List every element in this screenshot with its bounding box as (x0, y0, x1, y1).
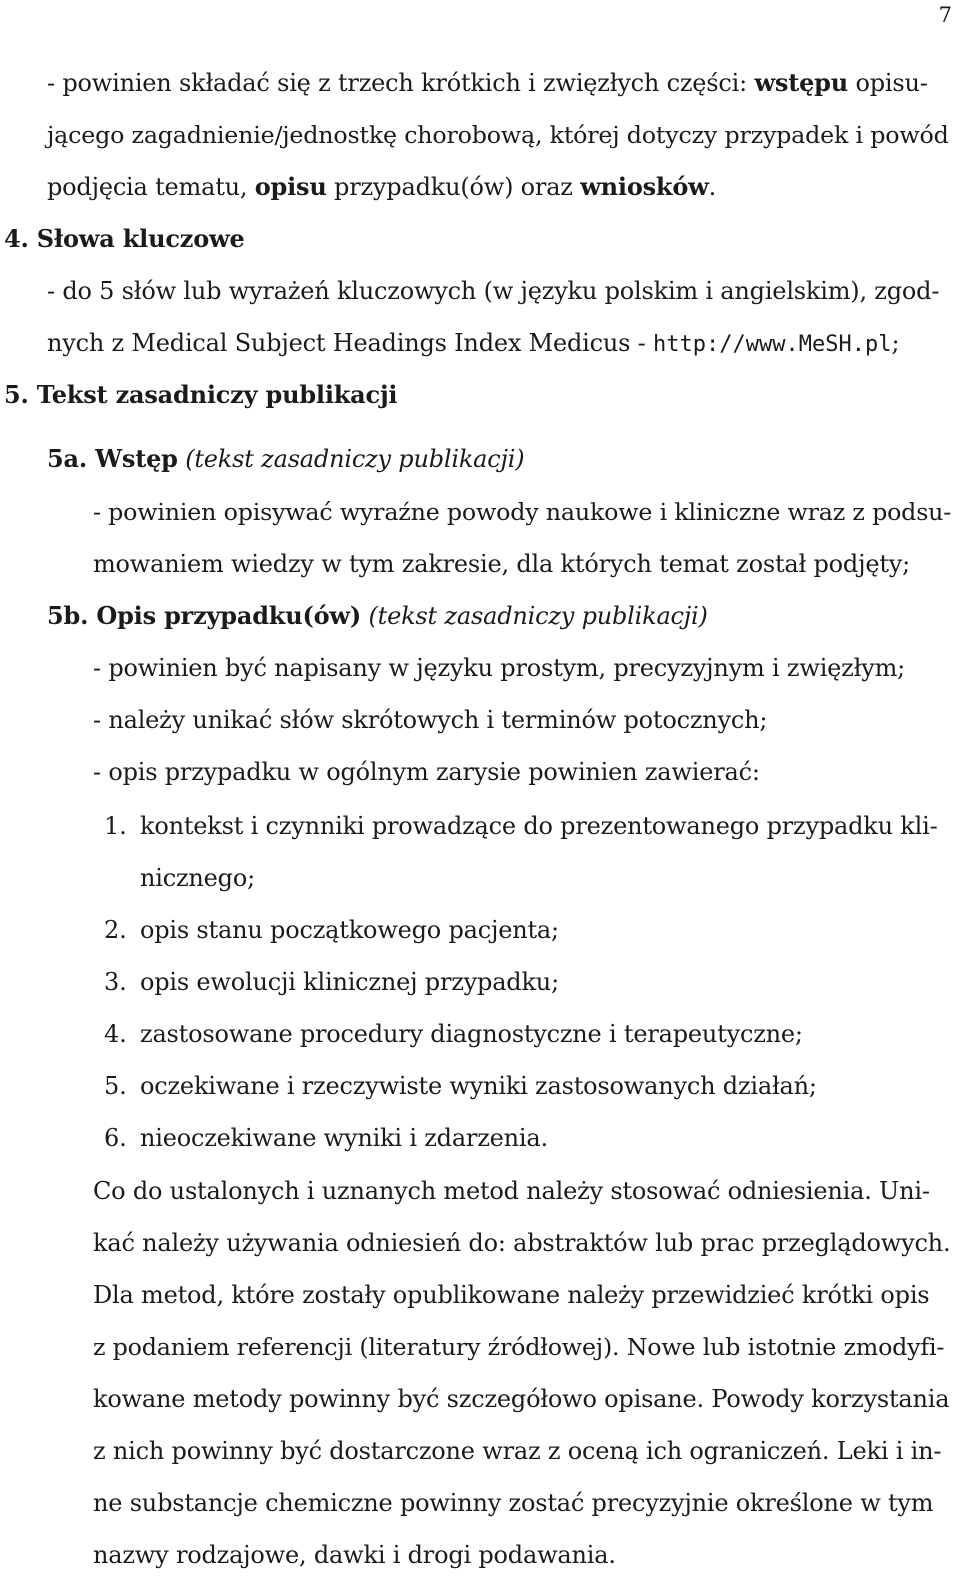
sec5a-line-1: - powinien opisywać wyraźne powody naukowe i kliniczne wraz z podsu- (93, 498, 952, 526)
list-item-num: 3. (104, 968, 127, 996)
intro-line-1 (47, 68, 928, 98)
paragraph-line: nazwy rodzajowe, dawki i drogi podawania. (93, 1541, 616, 1569)
section-4-heading: 4. Słowa kluczowe (4, 224, 245, 253)
list-item-num: 1. (104, 812, 127, 840)
intro-text: przypadku(ów) oraz (326, 173, 581, 201)
list-item: oczekiwane i rzeczywiste wyniki zastosowanych działań; (140, 1072, 817, 1100)
intro-text: - powinien składać się z trzech krótkich i zwięzłych części: (47, 69, 755, 97)
paragraph-line: kowane metody powinny być szczegółowo opisane. Powody korzystania (93, 1385, 950, 1413)
paragraph-line: z nich powinny być dostarczone wraz z oceną ich ograniczeń. Leki i in- (93, 1437, 942, 1465)
sec5b-bullet: - należy unikać słów skrótowych i terminów potocznych; (93, 706, 768, 734)
intro-bold-wnioskow: wniosków (580, 172, 709, 201)
intro-bold-wstepu: wstępu (754, 68, 849, 97)
sec4-text: nych z Medical Subject Headings Index Medicus - (47, 329, 654, 357)
section-5-heading: 5. Tekst zasadniczy publikacji (4, 380, 398, 409)
intro-text: podjęcia tematu, (47, 173, 255, 201)
section-5b-heading-line (47, 601, 708, 631)
list-item-num: 5. (104, 1072, 127, 1100)
sec5b-bullet: - powinien być napisany w języku prostym, precyzyjnym i zwięzłym; (93, 654, 906, 682)
sec5a-line-2: mowaniem wiedzy w tym zakresie, dla których temat został podjęty; (93, 550, 911, 578)
list-item-num: 6. (104, 1124, 127, 1152)
intro-text: . (708, 173, 717, 201)
list-item-continuation: nicznego; (140, 864, 255, 892)
sec4-line-1: - do 5 słów lub wyrażeń kluczowych (w języku polskim i angielskim), zgod- (47, 277, 940, 305)
list-item: opis ewolucji klinicznej przypadku; (140, 968, 559, 996)
mesh-url-link[interactable]: http://www.MeSH.pl (653, 332, 892, 357)
list-item: opis stanu początkowego pacjenta; (140, 916, 559, 944)
section-5a-note: (tekst zasadniczy publikacji) (177, 445, 525, 473)
paragraph-line: Dla metod, które zostały opublikowane należy przewidzieć krótki opis (93, 1281, 930, 1309)
intro-line-3 (47, 172, 716, 202)
page-number: 7 (938, 3, 952, 27)
sec4-line-2 (47, 328, 899, 360)
section-5a-heading: 5a. Wstęp (47, 444, 178, 473)
intro-bold-opisu: opisu (254, 172, 327, 201)
intro-line-2: jącego zagadnienie/jednostkę chorobową, której dotyczy przypadek i powód (47, 121, 949, 149)
list-item: nieoczekiwane wyniki i zdarzenia. (140, 1124, 548, 1152)
paragraph-line: kać należy używania odniesień do: abstraktów lub prac przeglądowych. (93, 1229, 951, 1257)
paragraph-line: z podaniem referencji (literatury źródłowej). Nowe lub istotnie zmodyfi- (93, 1333, 945, 1361)
list-item: kontekst i czynniki prowadzące do prezentowanego przypadku kli- (140, 812, 938, 840)
intro-text: opisu- (848, 69, 928, 97)
list-item-num: 2. (104, 916, 127, 944)
section-5a-heading-line (47, 444, 524, 474)
paragraph-line: ne substancje chemiczne powinny zostać precyzyjnie określone w tym (93, 1489, 934, 1517)
sec5b-bullet: - opis przypadku w ogólnym zarysie powinien zawierać: (93, 758, 760, 786)
list-item: zastosowane procedury diagnostyczne i terapeutyczne; (140, 1020, 803, 1048)
sec4-text: ; (891, 329, 900, 357)
paragraph-line: Co do ustalonych i uznanych metod należy stosować odniesienia. Uni- (93, 1177, 930, 1205)
section-5b-note: (tekst zasadniczy publikacji) (361, 602, 708, 630)
section-5b-heading: 5b. Opis przypadku(ów) (47, 601, 362, 630)
list-item-num: 4. (104, 1020, 127, 1048)
